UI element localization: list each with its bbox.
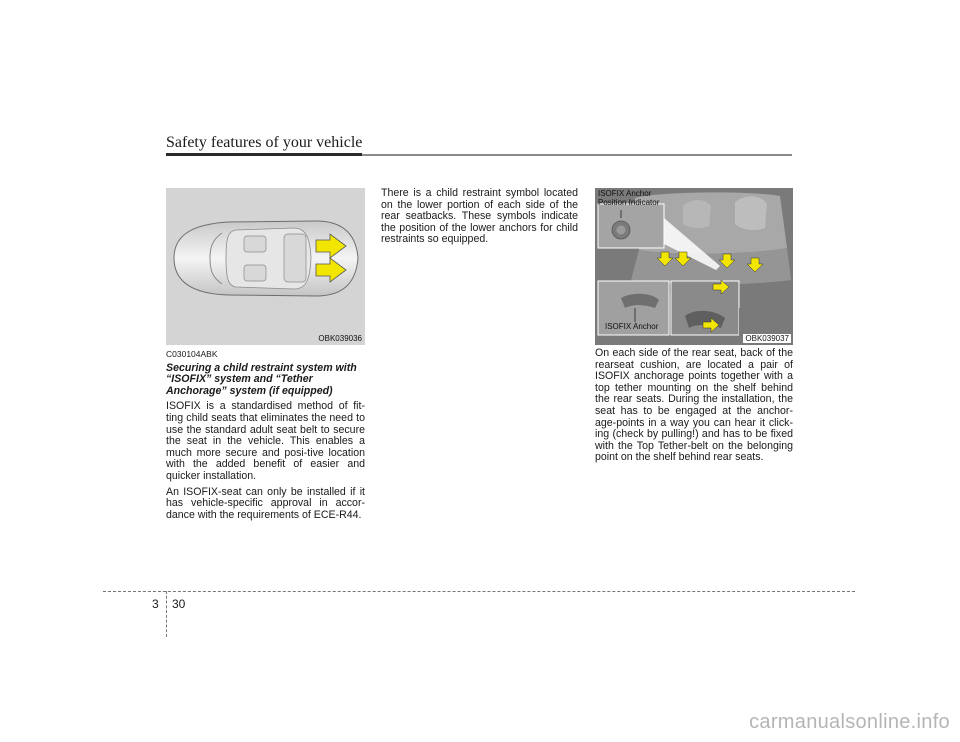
label-isofix-anchor: ISOFIX Anchor [605, 322, 659, 331]
watermark-text: carmanualsonline.info [749, 711, 950, 733]
car-topview-illustration [166, 188, 365, 345]
label-anchor-position-indicator: ISOFIX Anchor Position Indicator [598, 189, 660, 207]
paragraph-anchor-installation: On each side of the rear seat, back of the rearseat cushion, are located a pair of ISOFIX anchorage points together with a top tether mounting on the shelf behind the rear seats. During the installation, the seat has to be engaged at the anchor-age-points in a way you can hear it click-ing (check by pulling!) and has to be fixed with the Top Tether-belt on the belonging point on the shelf behind rear seats. [595, 347, 793, 464]
page-number: 30 [172, 597, 186, 611]
right-column [595, 348, 793, 468]
rear-seat-figure [595, 188, 793, 345]
page-header-title: Safety features of your vehicle [166, 134, 363, 151]
paragraph-child-symbol: There is a child restraint symbol located on the lower portion of each side of the rear seatbacks. These symbols indicate the position of the lower anchors for child restraints so equipped. [381, 187, 578, 246]
chapter-number: 3 [152, 597, 159, 611]
footer-rule-horizontal [103, 591, 855, 592]
section-heading: Securing a child restraint system with “ISOFIX” system and “Tether Anchorage” system (if equipped) [166, 361, 357, 397]
header-rule-dark [166, 153, 362, 156]
figure-code-right: OBK039037 [745, 334, 789, 343]
footer-rule-vertical [166, 591, 167, 637]
figure-code-left: OBK039036 [318, 334, 362, 343]
paragraph-isofix-approval: An ISOFIX-seat can only be installed if it has vehicle-specific approval in accor-dance with the requirements of ECE-R44. [166, 485, 365, 521]
paragraph-isofix-intro: ISOFIX is a standardised method of fit-ting child seats that eliminates the need to use the standard adult seat belt to secure the seat in the vehicle. This enables a much more secure and posi-tive location with the added benefit of easier and quicker installation. [166, 400, 365, 482]
car-topview-figure [166, 188, 365, 345]
middle-column [381, 188, 578, 250]
reference-code: C030104ABK [166, 349, 218, 359]
header-rule-light [362, 154, 792, 156]
left-column [166, 349, 365, 525]
